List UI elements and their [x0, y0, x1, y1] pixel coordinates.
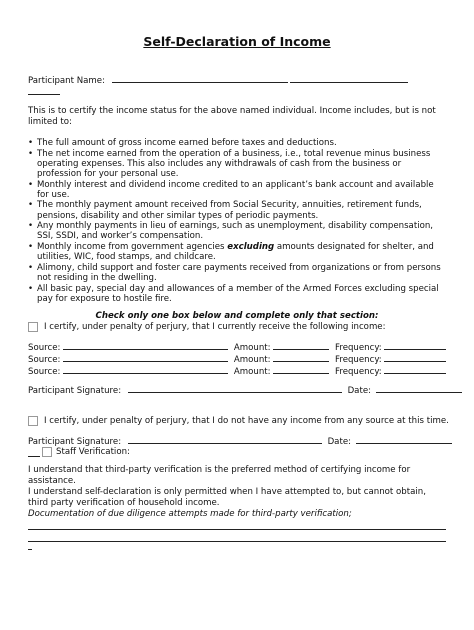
- income-checkbox[interactable]: [28, 322, 38, 332]
- participant-name-field-3[interactable]: [28, 86, 60, 95]
- amount-label: Amount:: [233, 355, 271, 365]
- list-item: • Any monthly payments in lieu of earnings, such as unemployment, disability compensation, SSI, SSDI, and worker’s compensation.: [28, 221, 448, 241]
- frequency-label: Frequency:: [335, 367, 382, 377]
- frequency-field[interactable]: [384, 353, 446, 362]
- participant-name-field-2[interactable]: [290, 74, 408, 83]
- participant-name-label: Participant Name:: [28, 76, 105, 86]
- option-no-income-text: I certify, under penalty of perjury, that I do not have any income from any source at this time.: [44, 416, 449, 426]
- amount-field[interactable]: [273, 353, 329, 362]
- source-label: Source:: [28, 367, 61, 377]
- self-declaration-text: I understand self-declaration is only permitted when I have attempted to, but cannot obtain, third party verification of household income.: [28, 487, 426, 508]
- option-income-text: I certify, under penalty of perjury, that I currently receive the following income:: [44, 322, 386, 332]
- frequency-label: Frequency:: [335, 343, 382, 353]
- amount-field[interactable]: [273, 341, 329, 350]
- source-label: Source:: [28, 355, 61, 365]
- source-field[interactable]: [63, 365, 228, 374]
- frequency-label: Frequency:: [335, 355, 382, 365]
- list-item: • The monthly payment amount received from Social Security, annuities, retirement funds, pensions, disability and other similar types of periodic payments.: [28, 200, 448, 220]
- third-party-text: I understand that third-party verification is the preferred method of certifying income for assistance.: [28, 465, 411, 486]
- source-field[interactable]: [63, 341, 228, 350]
- amount-label: Amount:: [233, 343, 271, 353]
- amount-field[interactable]: [273, 365, 329, 374]
- list-item-text: amounts designated for shelter, and utilities, WIC, food stamps, and childcare.: [37, 241, 434, 263]
- staff-verification-checkbox[interactable]: [42, 447, 52, 457]
- staff-initial-line[interactable]: [28, 456, 40, 457]
- date-label: Date:: [327, 437, 351, 447]
- signature-label: Participant Signature:: [28, 437, 122, 447]
- frequency-field[interactable]: [384, 365, 446, 374]
- documentation-label: Documentation of due diligence attempts made for third-party verification;: [28, 509, 352, 519]
- page-title: Self-Declaration of Income: [143, 34, 331, 49]
- documentation-line-2[interactable]: [28, 541, 446, 542]
- participant-name-row-cont: [28, 86, 60, 99]
- no-income-checkbox[interactable]: [28, 416, 38, 426]
- date-field[interactable]: [376, 384, 462, 393]
- source-field[interactable]: [63, 353, 228, 362]
- list-item: • All basic pay, special day and allowances of a member of the Armed Forces excluding special pay for exposure to hostile fire.: [28, 284, 448, 304]
- signature-field[interactable]: [128, 435, 322, 444]
- instruction-text: Check only one box below and complete only that section:: [95, 311, 379, 321]
- amount-label: Amount:: [233, 367, 271, 377]
- list-item-text: Monthly income from government agencies: [37, 241, 228, 252]
- list-item: • The net income earned from the operation of a business, i.e., total revenue minus business operating expenses. This also includes any withdrawals of cash from the business or profession for your personal use.: [28, 149, 448, 180]
- source-row-3: [28, 365, 446, 378]
- participant-name-row: [28, 74, 408, 87]
- certify-intro: This is to certify the income status for the above named individual. Income includes, but is not limited to:: [28, 106, 436, 127]
- source-label: Source:: [28, 343, 61, 353]
- date-field[interactable]: [356, 435, 452, 444]
- list-item: [28, 242, 448, 262]
- signature-row-1: [28, 384, 462, 397]
- excluding-emphasis: excluding: [227, 241, 275, 252]
- income-types-list: [28, 138, 448, 304]
- frequency-field[interactable]: [384, 341, 446, 350]
- list-item: • Alimony, child support and foster care payments received from organizations or from persons not residing in the dwelling.: [28, 263, 448, 283]
- signature-label: Participant Signature:: [28, 386, 122, 396]
- signature-field[interactable]: [128, 384, 342, 393]
- documentation-line-1[interactable]: [28, 529, 446, 530]
- list-item: • Monthly interest and dividend income credited to an applicant’s bank account and available for use.: [28, 180, 448, 200]
- participant-name-field[interactable]: [112, 74, 288, 83]
- date-label: Date:: [347, 386, 371, 396]
- documentation-line-3[interactable]: [28, 549, 32, 550]
- list-item: • The full amount of gross income earned before taxes and deductions.: [28, 138, 448, 148]
- staff-verification-label: Staff Verification:: [56, 447, 130, 457]
